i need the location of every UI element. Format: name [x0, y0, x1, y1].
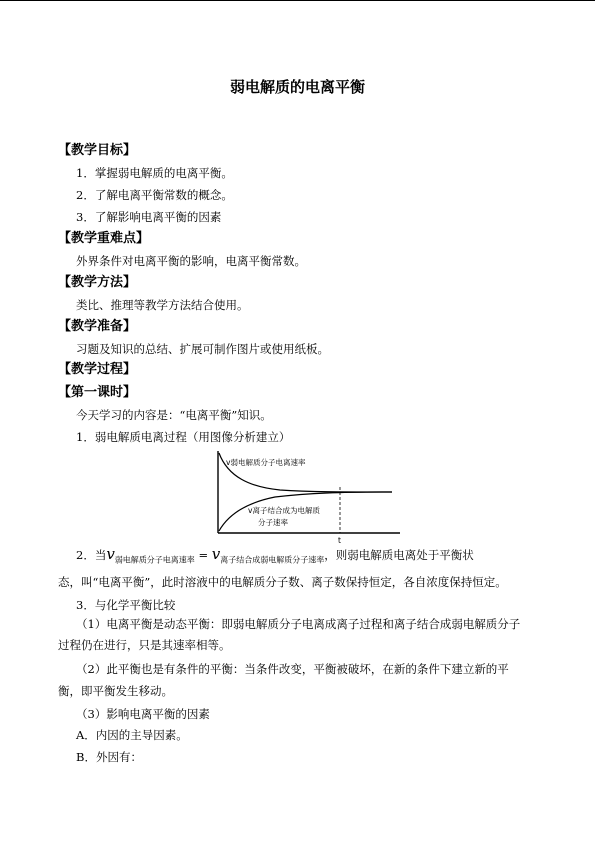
lesson-item-1: 1．弱电解质电离过程（用图像分析建立）	[76, 430, 291, 444]
rate-symbol-2: v	[211, 545, 221, 563]
preparation-text: 习题及知识的总结、扩展可制作图片或使用纸板。	[76, 342, 329, 356]
lesson-intro: 今天学习的内容是：“电离平衡”知识。	[76, 408, 272, 422]
paragraph-3: （3）影响电离平衡的因素	[76, 707, 210, 721]
heading-key-points: 【教学重难点】	[58, 231, 150, 246]
label-recombination-rate-2: 分子速率	[258, 518, 288, 527]
paragraph-1a: （1）电离平衡是动态平衡：即弱电解质分子电离成离子过程和离子结合成弱电解质分子	[76, 617, 521, 631]
goal-1: 1．掌握弱电解质的电离平衡。	[76, 166, 233, 180]
label-recombination-rate: v离子结合成为电解质	[248, 506, 320, 515]
methods-text: 类比、推理等教学方法结合使用。	[76, 298, 249, 312]
goal-3: 3．了解影响电离平衡的因素	[76, 210, 222, 224]
paragraph-2a: （2）此平衡也是有条件的平衡：当条件改变，平衡被破坏，在新的条件下建立新的平	[76, 662, 509, 676]
rate-symbol-1: v	[106, 545, 115, 563]
paragraph-A: A．内因的主导因素。	[76, 728, 188, 742]
item-2-suffix: ，则弱电解质电离处于平衡状	[324, 548, 474, 562]
heading-methods: 【教学方法】	[58, 275, 137, 290]
heading-lesson-1: 【第一课时】	[58, 385, 137, 400]
heading-goals: 【教学目标】	[58, 143, 137, 158]
lesson-item-2-continued: 态，叫“电离平衡”，此时溶液中的电解质分子数、离子数保持恒定，各自浓度保持恒定。	[58, 575, 507, 589]
paragraph-1b: 过程仍在进行，只是其速率相等。	[58, 638, 231, 652]
item-2-prefix: 2．当	[76, 548, 107, 562]
lesson-item-2	[76, 545, 474, 565]
goal-2: 2．了解电离平衡常数的概念。	[76, 188, 233, 202]
ionization-rate-figure	[210, 447, 410, 547]
paragraph-2b: 衡，即平衡发生移动。	[58, 684, 173, 698]
top-rule	[0, 0, 595, 1]
heading-preparation: 【教学准备】	[58, 319, 137, 334]
rate-subscript-2: 离子结合成弱电解质分子速率	[220, 555, 325, 565]
label-time: t	[338, 536, 341, 545]
equals-sign: =	[194, 548, 212, 562]
rate-subscript-1: 弱电解质分子电离速率	[114, 555, 195, 565]
lesson-item-3: 3．与化学平衡比较	[76, 598, 176, 612]
paragraph-B: B．外因有：	[76, 750, 142, 764]
key-points-text: 外界条件对电离平衡的影响，电离平衡常数。	[76, 254, 306, 268]
label-ionization-rate: v弱电解质分子电离速率	[226, 458, 306, 467]
heading-process: 【教学过程】	[58, 362, 137, 377]
page-title: 弱电解质的电离平衡	[229, 78, 365, 96]
